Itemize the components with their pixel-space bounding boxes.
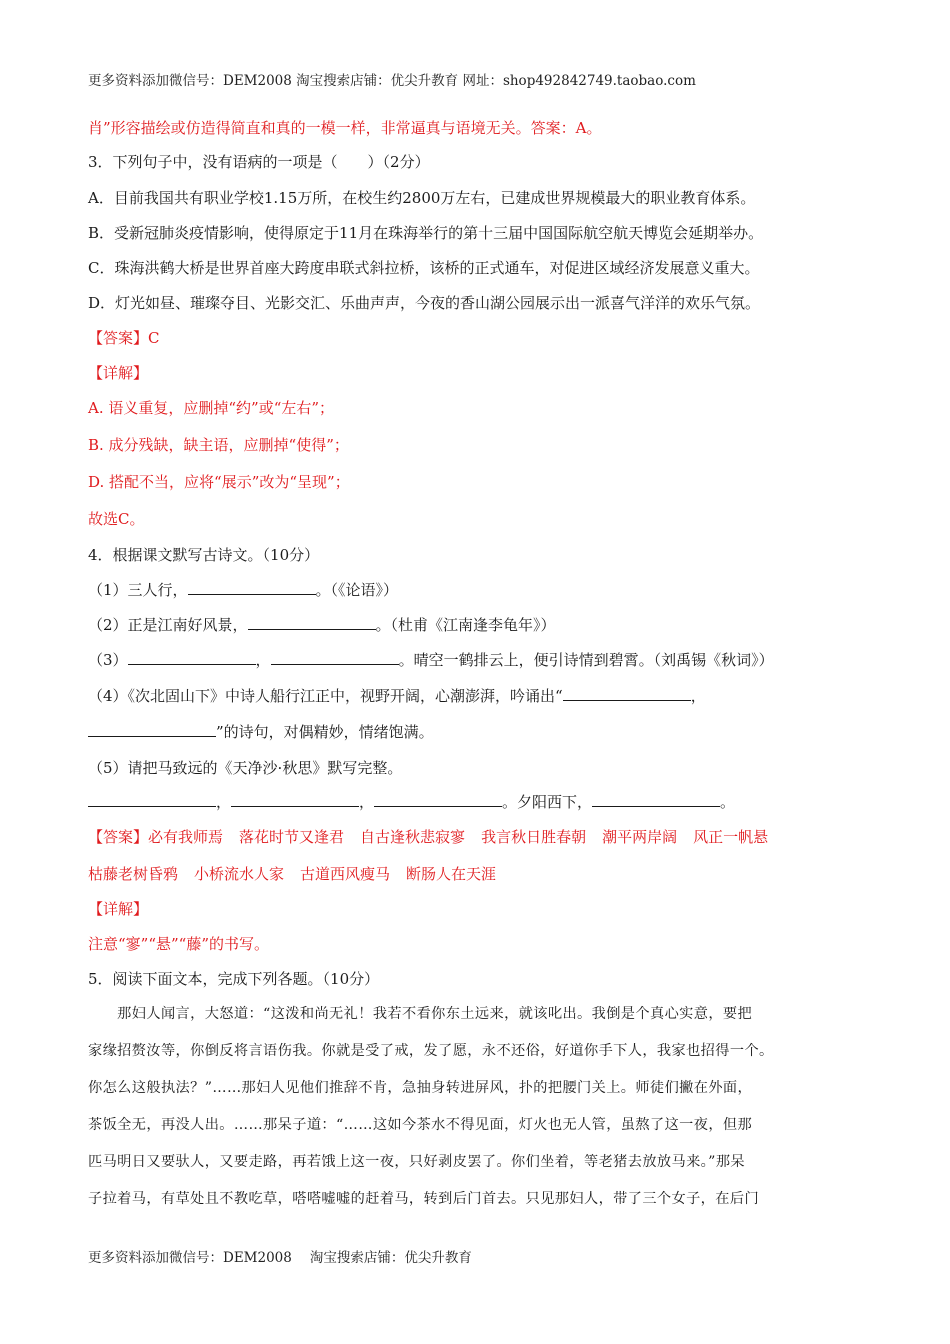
q4-item-4-line1 xyxy=(88,686,706,706)
q4-answer-row1 xyxy=(88,827,768,847)
q4-item-2-pre: （2）正是江南好风景， xyxy=(88,616,248,634)
q3-detail-label: 【详解】 xyxy=(88,364,149,382)
passage-line: 茶饭全无，再没人出。……那呆子道：“……这如今茶水不得见面，灯火也无人管，虽熬了这一夜，但那 xyxy=(88,1117,753,1133)
q4-item-2-post: 。（杜甫《江南逢李龟年》） xyxy=(375,616,556,634)
q4-item-4-pre: （4）《次北固山下》中诗人船行江正中，视野开阔，心潮澎湃，吟诵出“ xyxy=(88,687,563,705)
q4-item-3-mid: ， xyxy=(255,651,271,669)
answer-item: 必有我师焉 xyxy=(148,828,224,846)
answer-item: 落花时节又逢君 xyxy=(239,828,345,846)
fill-blank[interactable] xyxy=(128,650,256,665)
q3-answer xyxy=(88,328,160,348)
q4-item-4-post: ”的诗句，对偶精妙，情绪饱满。 xyxy=(216,723,434,741)
answer-item: 古道西风瘦马 xyxy=(300,865,391,883)
q4-item-3-post: 。晴空一鹤排云上，便引诗情到碧霄。（刘禹锡《秋词》） xyxy=(398,651,774,669)
passage-line: 匹马明日又要驮人，又要走路，再若饿上这一夜，只好剥皮罢了。你们坐着，等老猪去放放马来。”那呆 xyxy=(88,1154,745,1170)
passage-line: 家缘招赘汝等，你倒反将言语伤我。你就是受了戒，发了愿，永不还俗，好道你手下人，我家也招得一个。 xyxy=(88,1043,774,1059)
q3-option-c: C．珠海洪鹤大桥是世界首座大跨度串联式斜拉桥，该桥的正式通车，对促进区域经济发展意义重大。 xyxy=(88,259,760,277)
q4-item-2 xyxy=(88,615,556,635)
q4-item-3 xyxy=(88,650,774,670)
fill-blank[interactable] xyxy=(88,722,216,737)
answer-item: 风正一帆悬 xyxy=(693,828,769,846)
answer-label: 【答案】 xyxy=(88,329,149,347)
q4-stem: 4．根据课文默写古诗文。（10分） xyxy=(88,546,320,564)
answer-label: 【答案】 xyxy=(88,828,149,846)
q5-stem: 5．阅读下面文本，完成下列各题。（10分） xyxy=(88,970,380,988)
answer-value: C xyxy=(148,329,160,347)
page-header: 更多资料添加微信号：DEM2008 淘宝搜索店铺：优尖升教育 网址：shop492842749.taobao.com xyxy=(88,73,696,89)
q3-detail-3: D. 搭配不当，应将“展示”改为“呈现”； xyxy=(88,473,350,491)
fill-blank[interactable] xyxy=(188,580,316,595)
q4-item-3-pre: （3） xyxy=(88,651,128,669)
q4-item-5: （5）请把马致远的《天净沙·秋思》默写完整。 xyxy=(88,759,403,777)
fill-blank[interactable] xyxy=(248,615,376,630)
comma-sep: ， xyxy=(216,793,232,811)
q3-option-a: A．目前我国共有职业学校1.15万所，在校生约2800万左右，已建成世界规模最大的职业教育体系。 xyxy=(88,189,756,207)
answer-item: 潮平两岸阔 xyxy=(602,828,678,846)
answer-item: 枯藤老树昏鸦 xyxy=(88,865,179,883)
q4-answer-row2 xyxy=(88,864,496,884)
q4-item-4-line2 xyxy=(88,722,434,742)
q4-item-5-final: 。 xyxy=(720,793,736,811)
q4-item-4-mid: ， xyxy=(690,687,706,705)
q3-option-b: B．受新冠肺炎疫情影响，使得原定于11月在珠海举行的第十三届中国国际航空航天博览会延期举办。 xyxy=(88,224,764,242)
footer-wechat: 更多资料添加微信号：DEM2008 xyxy=(88,1250,292,1266)
q4-detail-label: 【详解】 xyxy=(88,900,149,918)
q4-item-1-post: 。（《论语》） xyxy=(315,581,399,599)
fill-blank[interactable] xyxy=(231,792,359,807)
fill-blank[interactable] xyxy=(563,686,691,701)
q3-option-d: D．灯光如昼、璀璨夺目、光影交汇、乐曲声声，今夜的香山湖公园展示出一派喜气洋洋的欢乐气氛。 xyxy=(88,294,761,312)
answer-item: 自古逢秋悲寂寥 xyxy=(360,828,466,846)
fill-blank[interactable] xyxy=(592,792,720,807)
q3-detail-1: A. 语义重复，应删掉“约”或“左右”； xyxy=(88,399,335,417)
passage-line: 你怎么这般执法？”……那妇人见他们推辞不肯，急抽身转进屏风，扑的把腰门关上。师徒们撇在外面， xyxy=(88,1080,753,1096)
q4-item-5-blanks xyxy=(88,792,735,812)
fill-blank[interactable] xyxy=(374,792,502,807)
q4-detail-1: 注意“寥”“悬”“藤”的书写。 xyxy=(88,935,270,953)
page-footer xyxy=(88,1246,472,1266)
q3-stem: 3．下列句子中，没有语病的一项是（ ）（2分） xyxy=(88,153,430,171)
answer-item: 小桥流水人家 xyxy=(194,865,285,883)
comma-sep: ， xyxy=(359,793,375,811)
q4-item-5-end: 。夕阳西下， xyxy=(502,793,593,811)
passage-line: 子拉着马，有草处且不教吃草，嗒嗒嘘嘘的赶着马，转到后门首去。只见那妇人，带了三个女子，在后门 xyxy=(88,1191,760,1207)
footer-shop: 淘宝搜索店铺：优尖升教育 xyxy=(309,1250,472,1266)
answer-item: 断肠人在天涯 xyxy=(406,865,497,883)
passage-line: 那妇人闻言，大怒道：“这泼和尚无礼！我若不看你东土远来，就该叱出。我倒是个真心实意，要把 xyxy=(88,1006,753,1022)
q4-item-1 xyxy=(88,580,398,600)
q3-detail-2: B. 成分残缺，缺主语，应删掉“使得”； xyxy=(88,436,349,454)
q3-detail-4: 故选C。 xyxy=(88,510,145,528)
carryover-text: 肖”形容描绘或仿造得简直和真的一模一样，非常逼真与语境无关。答案：A。 xyxy=(88,119,602,137)
q4-item-1-pre: （1）三人行， xyxy=(88,581,188,599)
answer-item: 我言秋日胜春朝 xyxy=(481,828,587,846)
fill-blank[interactable] xyxy=(271,650,399,665)
fill-blank[interactable] xyxy=(88,792,216,807)
